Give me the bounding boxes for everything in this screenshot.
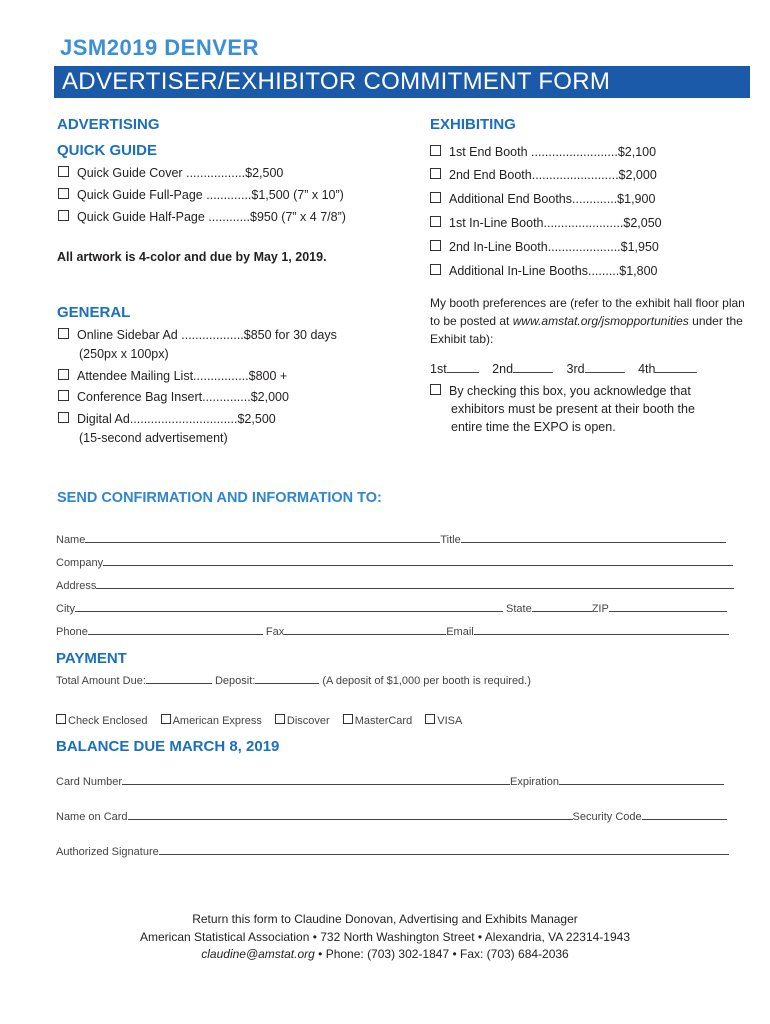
payment-amount-row: Total Amount Due: Deposit: (A deposit of $1,000 per booth is required.) [56, 675, 531, 687]
first-end-booth-item: 1st End Booth .........................$2,100 [430, 145, 656, 159]
second-end-booth-checkbox[interactable] [430, 168, 441, 179]
city-field[interactable] [75, 602, 503, 612]
email-field[interactable] [474, 625, 729, 635]
quick-guide-heading: QUICK GUIDE [57, 142, 158, 159]
card-number-field[interactable] [122, 775, 510, 785]
first-choice-field[interactable] [447, 363, 479, 373]
name-on-card-field[interactable] [128, 810, 573, 820]
form-title-banner [54, 66, 750, 98]
acknowledge-checkbox[interactable] [430, 384, 441, 395]
attendee-mailing-list-item: Attendee Mailing List................$800 + [58, 369, 287, 383]
contact-email-link[interactable]: claudine@amstat.org [201, 947, 315, 961]
visa-option[interactable]: VISA [425, 715, 462, 727]
expiration-field[interactable] [559, 775, 724, 785]
fax-field[interactable] [284, 625, 446, 635]
attendee-mailing-list-checkbox[interactable] [58, 369, 69, 380]
booth-choices: 1st 2nd 3rd 4th [430, 362, 697, 376]
second-choice-field[interactable] [513, 363, 553, 373]
additional-inline-booths-item: Additional In-Line Booths.........$1,800 [430, 264, 657, 278]
digital-ad-duration: (15-second advertisement) [79, 431, 228, 445]
security-code-field[interactable] [642, 810, 727, 820]
booth-preference-line3: Exhibit tab): [430, 332, 494, 346]
booth-preference-line2: to be posted at www.amstat.org/jsmopportunities under the [430, 314, 743, 328]
card-number-row: Card Number Expiration [56, 775, 724, 788]
name-on-card-row: Name on Card Security Code [56, 810, 727, 823]
payment-methods [56, 714, 462, 727]
footer-return-line: Return this form to Claudine Donovan, Advertising and Exhibits Manager [192, 912, 578, 926]
state-field[interactable] [532, 602, 592, 612]
quick-guide-half-page-checkbox[interactable] [58, 210, 69, 221]
total-amount-field[interactable] [146, 674, 212, 684]
online-sidebar-ad-checkbox[interactable] [58, 328, 69, 339]
second-inline-booth-item: 2nd In-Line Booth.....................$1,950 [430, 240, 659, 254]
address-field[interactable] [96, 579, 734, 589]
additional-end-booths-item: Additional End Booths.............$1,900 [430, 192, 655, 206]
first-inline-booth-checkbox[interactable] [430, 216, 441, 227]
first-end-booth-checkbox[interactable] [430, 145, 441, 156]
deposit-field[interactable] [255, 674, 319, 684]
quick-guide-half-page-item: Quick Guide Half-Page ............$950 (7” x 4 7/8”) [58, 210, 346, 224]
address-row: Address [56, 579, 734, 592]
conference-bag-insert-checkbox[interactable] [58, 390, 69, 401]
visa-checkbox[interactable] [425, 714, 435, 724]
online-sidebar-ad-item: Online Sidebar Ad ..................$850 for 30 days [58, 328, 337, 342]
quick-guide-cover-checkbox[interactable] [58, 166, 69, 177]
conference-bag-insert-item: Conference Bag Insert..............$2,000 [58, 390, 289, 404]
mastercard-checkbox[interactable] [343, 714, 353, 724]
discover-option[interactable]: Discover [275, 715, 330, 727]
first-inline-booth-item: 1st In-Line Booth.......................$2,050 [430, 216, 662, 230]
balance-due-heading: BALANCE DUE MARCH 8, 2019 [56, 738, 280, 755]
signature-row: Authorized Signature [56, 845, 729, 858]
additional-inline-booths-checkbox[interactable] [430, 264, 441, 275]
send-confirmation-heading: SEND CONFIRMATION AND INFORMATION TO: [57, 490, 382, 506]
page-title: JSM2019 DENVER [60, 35, 259, 60]
discover-checkbox[interactable] [275, 714, 285, 724]
quick-guide-cover-item: Quick Guide Cover .................$2,500 [58, 166, 283, 180]
general-heading: GENERAL [57, 304, 131, 321]
footer-address-line: American Statistical Association • 732 North Washington Street • Alexandria, VA 22314-1943 [139, 930, 630, 944]
advertising-heading: ADVERTISING [57, 116, 160, 133]
form-title: ADVERTISER/EXHIBITOR COMMITMENT FORM [62, 68, 611, 95]
check-enclosed-option[interactable]: Check Enclosed [56, 715, 148, 727]
payment-heading: PAYMENT [56, 650, 127, 667]
title-field[interactable] [461, 533, 726, 543]
acknowledge-line3: entire time the EXPO is open. [451, 420, 616, 434]
name-row: Name Title [56, 533, 726, 546]
exhibiting-heading: EXHIBITING [430, 116, 516, 133]
city-row: City State ZIP [56, 602, 727, 615]
online-sidebar-ad-size: (250px x 100px) [79, 347, 169, 361]
company-row: Company [56, 556, 733, 569]
phone-row: Phone Fax Email [56, 625, 729, 638]
second-end-booth-item: 2nd End Booth.........................$2,000 [430, 168, 657, 182]
digital-ad-item: Digital Ad...............................$2,500 [58, 412, 276, 426]
phone-field[interactable] [88, 625, 263, 635]
fourth-choice-field[interactable] [655, 363, 697, 373]
opportunities-link[interactable]: www.amstat.org/jsmopportunities [512, 314, 689, 328]
company-field[interactable] [103, 556, 733, 566]
acknowledge-line2: exhibitors must be present at their booth the [451, 402, 695, 416]
quick-guide-full-page-checkbox[interactable] [58, 188, 69, 199]
second-inline-booth-checkbox[interactable] [430, 240, 441, 251]
third-choice-field[interactable] [585, 363, 625, 373]
acknowledge-item: By checking this box, you acknowledge that [430, 384, 691, 398]
american-express-checkbox[interactable] [161, 714, 171, 724]
artwork-note: All artwork is 4-color and due by May 1, 2019. [57, 250, 327, 264]
mastercard-option[interactable]: MasterCard [343, 715, 412, 727]
booth-preference-line1: My booth preferences are (refer to the exhibit hall floor plan [430, 296, 745, 310]
check-enclosed-checkbox[interactable] [56, 714, 66, 724]
digital-ad-checkbox[interactable] [58, 412, 69, 423]
signature-field[interactable] [159, 845, 729, 855]
zip-field[interactable] [609, 602, 727, 612]
name-field[interactable] [85, 533, 440, 543]
american-express-option[interactable]: American Express [161, 715, 262, 727]
footer-contact-line: claudine@amstat.org • Phone: (703) 302-1847 • Fax: (703) 684-2036 [201, 947, 569, 961]
additional-end-booths-checkbox[interactable] [430, 192, 441, 203]
quick-guide-full-page-item: Quick Guide Full-Page .............$1,500 (7” x 10”) [58, 188, 344, 202]
